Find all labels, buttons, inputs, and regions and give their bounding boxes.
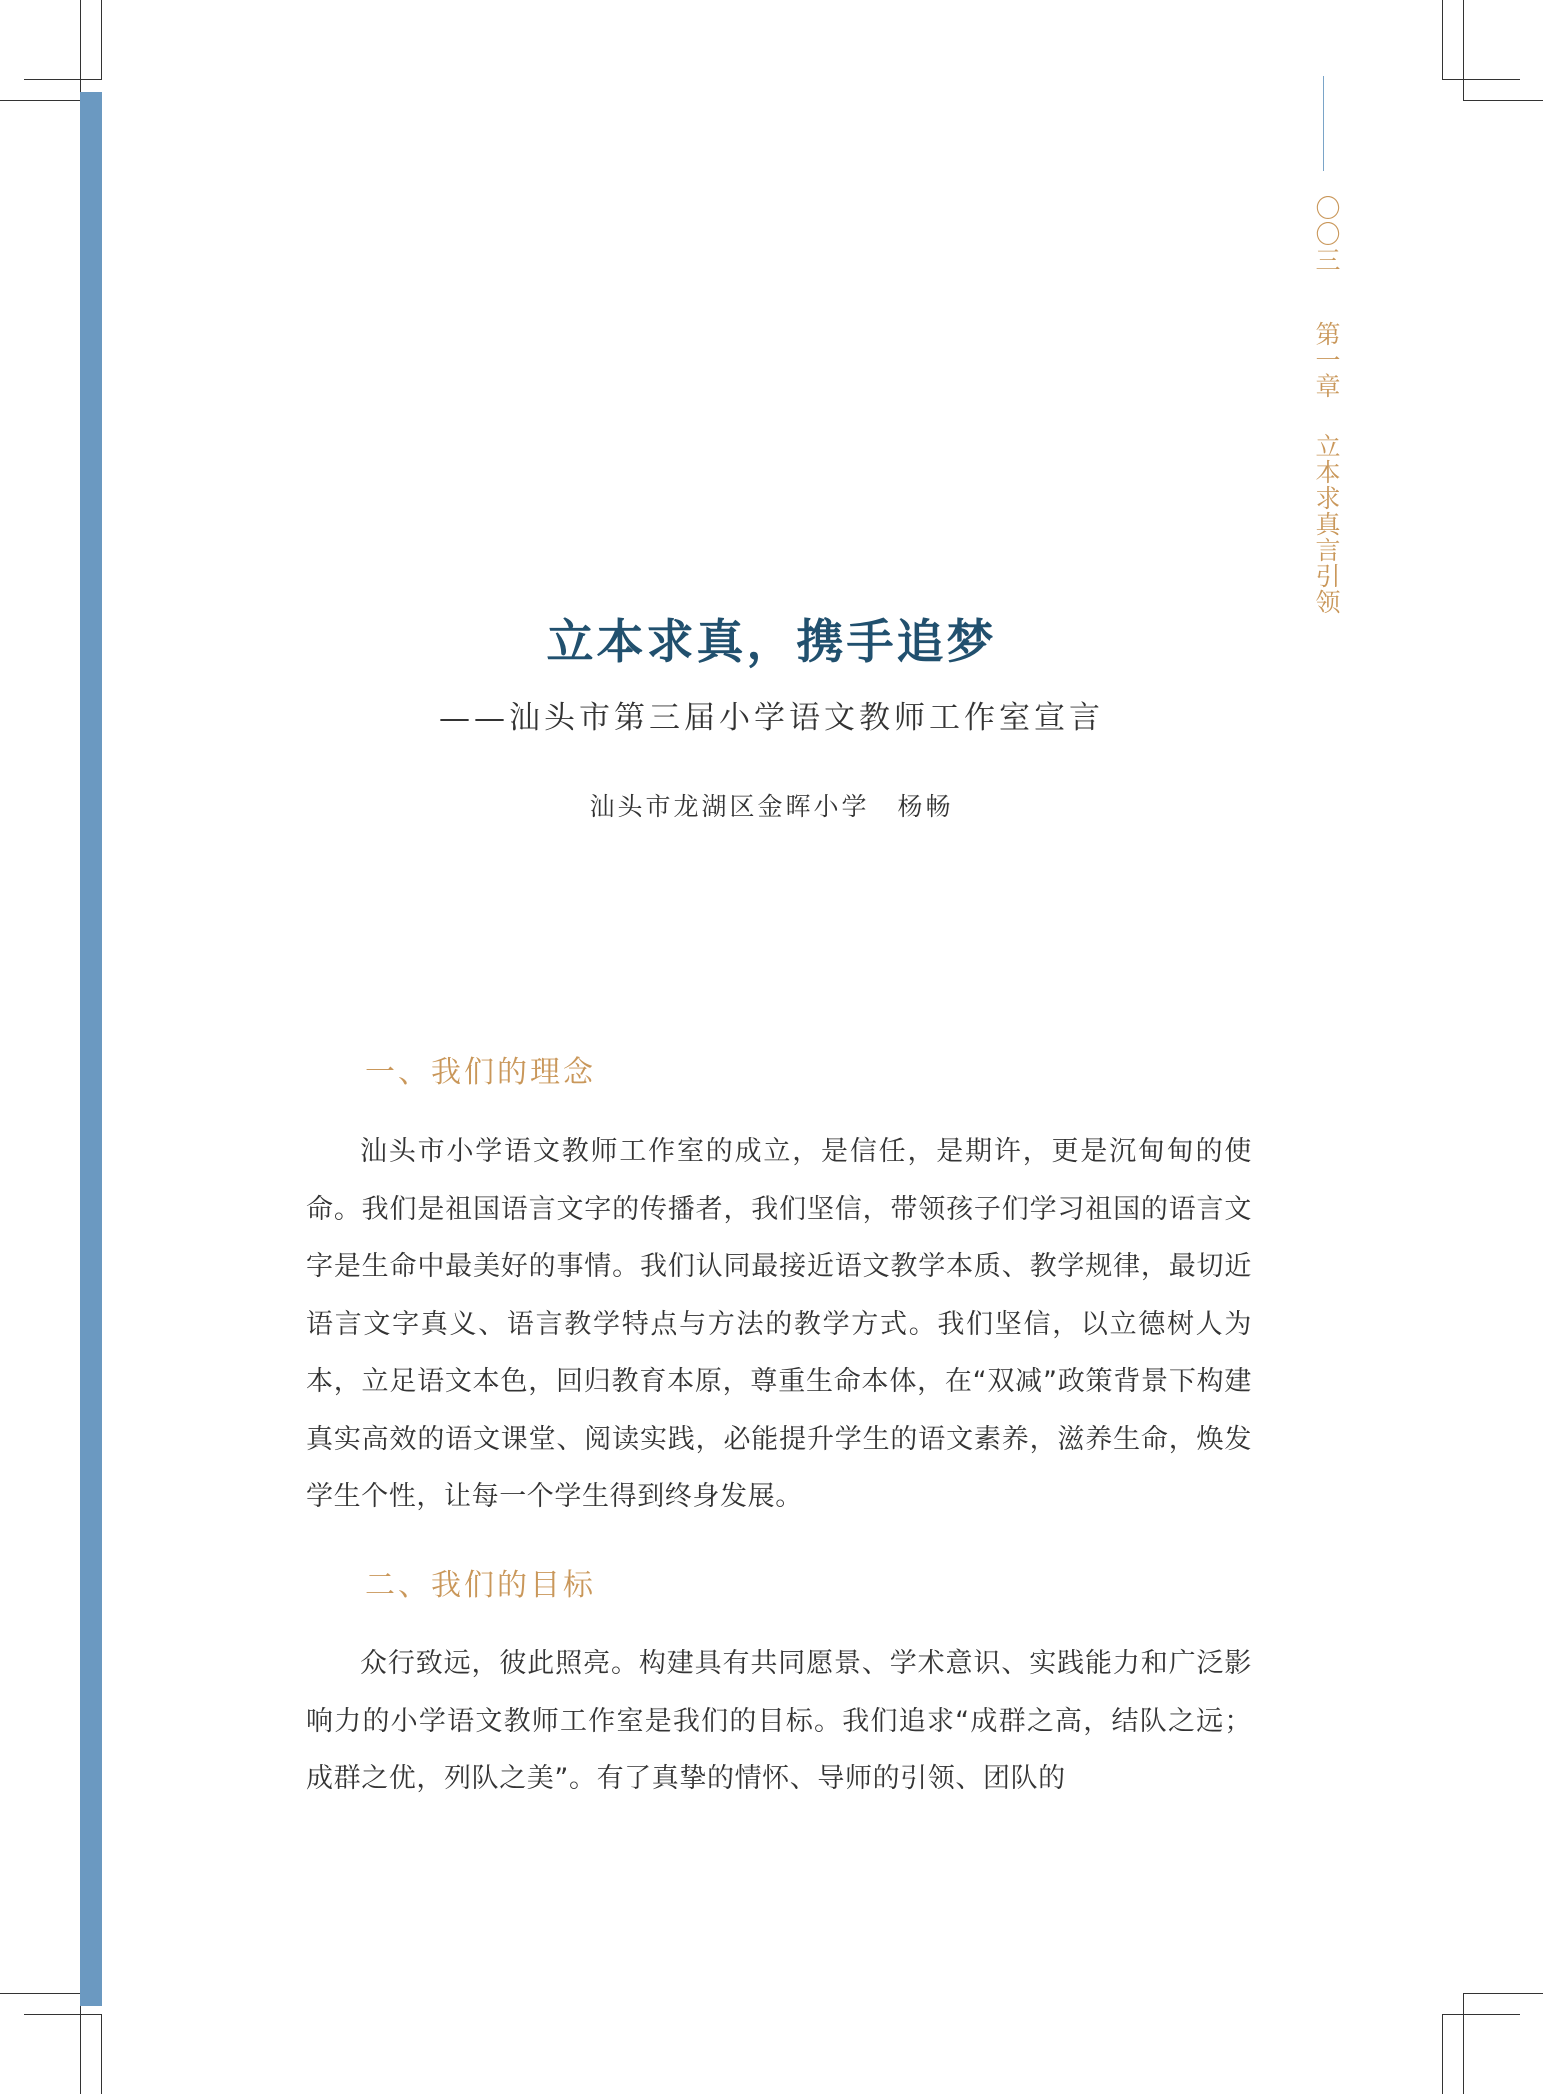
crop-mark-bottom-left-v2 xyxy=(80,1993,81,2094)
section-body-philosophy: 汕头市小学语文教师工作室的成立，是信任，是期许，更是沉甸甸的使命。我们是祖国语言文字的传播者，我们坚信，带领孩子们学习祖国的语言文字是生命中最美好的事情。我们认同最接近语文教学本质、教学规律，最切近语言文字真义、语言教学特点与方法的教学方式。我们坚信，以立德树人为本，立足语文本色，回归教育本原，尊重生命本体，在“双减”政策背景下构建真实高效的语文课堂、阅读实践，必能提升学生的语文素养，滋养生命，焕发学生个性，让每一个学生得到终身发展。 xyxy=(306,1136,1252,1512)
crop-mark-bottom-right-v xyxy=(1442,2014,1443,2094)
crop-mark-bottom-right-h xyxy=(1442,2014,1520,2015)
author-school: 汕头市龙湖区金晖小学 xyxy=(589,792,870,821)
section-body-goals: 众行致远，彼此照亮。构建具有共同愿景、学术意识、实践能力和广泛影响力的小学语文教师工作室是我们的目标。我们追求“成群之高，结队之远；成群之优，列队之美”。有了真挚的情怀、导师的引领、团队的 xyxy=(306,1648,1252,1794)
crop-mark-top-left-v xyxy=(101,0,102,80)
crop-mark-top-left-v2 xyxy=(80,0,81,101)
chapter-title: 立本求真言引领 xyxy=(1312,433,1341,615)
page-number: 〇〇三 xyxy=(1312,195,1341,273)
crop-mark-bottom-left-h xyxy=(24,2014,102,2015)
crop-mark-top-right-v2 xyxy=(1463,0,1464,101)
crop-mark-top-left-h xyxy=(24,79,102,80)
crop-mark-top-right-h2 xyxy=(1463,100,1543,101)
crop-mark-bottom-left-h2 xyxy=(0,1993,81,1994)
crop-mark-top-left-h2 xyxy=(0,100,81,101)
section-heading-goals: 二、我们的目标 xyxy=(365,1568,596,1603)
running-head-rule xyxy=(1323,76,1324,171)
chapter-number: 第一章 xyxy=(1312,321,1341,399)
crop-mark-bottom-right-v2 xyxy=(1463,1993,1464,2094)
crop-mark-top-right-v xyxy=(1442,0,1443,80)
spine-bar xyxy=(80,92,102,2006)
crop-mark-bottom-right-h2 xyxy=(1463,1993,1543,1994)
crop-mark-bottom-left-v xyxy=(101,2014,102,2094)
article-subtitle: ——汕头市第三届小学语文教师工作室宣言 xyxy=(439,700,1104,736)
author-line xyxy=(0,789,1543,825)
author-name: 杨畅 xyxy=(897,792,954,821)
crop-mark-top-right-h xyxy=(1442,79,1520,80)
running-head xyxy=(1308,195,1344,615)
article-title: 立本求真，携手追梦 xyxy=(546,615,997,670)
section-heading-philosophy: 一、我们的理念 xyxy=(365,1055,596,1090)
